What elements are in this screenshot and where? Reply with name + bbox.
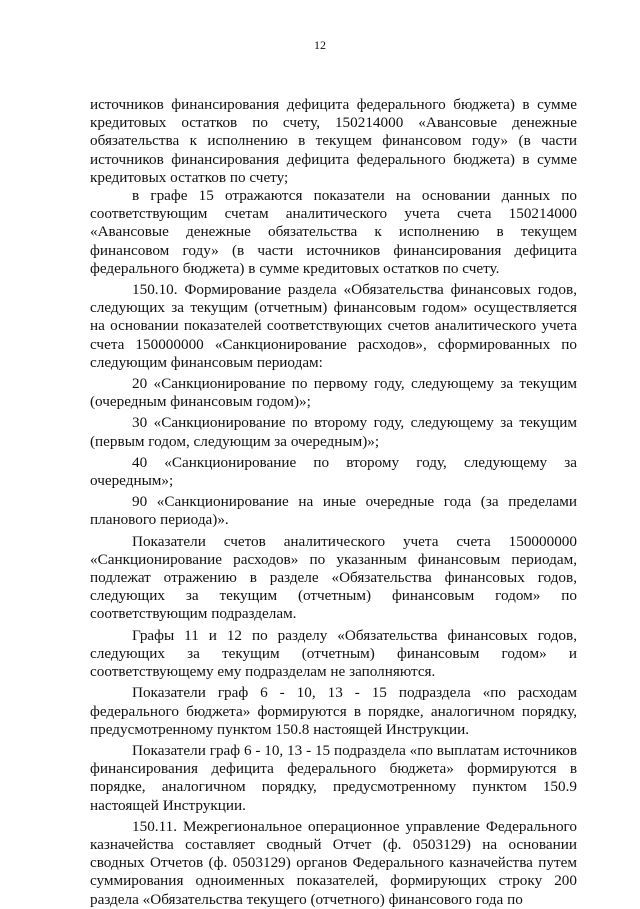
paragraph-5: 30 «Санкционирование по второму году, следующему за текущим (первым годом, следующим за очередным)»; <box>90 414 577 450</box>
paragraph-8: Показатели счетов аналитического учета счета 150000000 «Санкционирование расходов» по указанным финансовым периодам, подлежат отражению в разделе «Обязательства финансовых годов, следующих за текущим (отчетным) финансовым годом» по соответствующим подразделам. <box>90 532 577 623</box>
paragraph-10: Показатели граф 6 - 10, 13 - 15 подраздела «по расходам федерального бюджета» формируются в порядке, аналогичном порядку, предусмотренному пунктом 150.8 настоящей Инструкции. <box>90 684 577 738</box>
paragraph-11: Показатели граф 6 - 10, 13 - 15 подраздела «по выплатам источников финансирования дефицита федерального бюджета» формируются в порядке, аналогичном порядку, предусмотренному пунктом 150.9 настоящей Инструкции. <box>90 741 577 814</box>
paragraph-2: в графе 15 отражаются показатели на основании данных по соответствующим счетам аналитического учета счета 150214000 «Авансовые денежные обязательства к исполнению в текущем финансовом году» (в части источников финансирования дефицита федерального бюджета) в сумме кредитовых остатков по счету. <box>90 187 577 277</box>
paragraph-4: 20 «Санкционирование по первому году, следующему за текущим (очередным финансовым годом)»; <box>90 375 577 411</box>
page-number: 12 <box>314 38 326 52</box>
paragraph-12: 150.11. Межрегиональное операционное управление Федерального казначейства составляет сводный Отчет (ф. 0503129) на основании сводных Отчетов (ф. 0503129) органов Федерального казначейства путем суммирования одноименных показателей, формирующих строку 200 раздела «Обязательства текущего (отчетного) финансового года по <box>90 817 577 908</box>
paragraph-1: источников финансирования дефицита федерального бюджета) в сумме кредитовых остатков по счету, 150214000 «Авансовые денежные обязательства к исполнению в текущем финансовом году» (в части источников финансирования дефицита федерального бюджета) в сумме кредитовых остатков по счету; <box>90 96 577 186</box>
paragraph-9: Графы 11 и 12 по разделу «Обязательства финансовых годов, следующих за текущим (отчетным) финансовым годом» и соответствующему ему подразделам не заполняются. <box>90 626 577 681</box>
paragraph-3: 150.10. Формирование раздела «Обязательства финансовых годов, следующих за текущим (отчетным) финансовым годом» осуществляется на основании показателей соответствующих счетов аналитического учета счета 150000000 «Санкционирование расходов», сформированных по следующим финансовым периодам: <box>90 281 577 371</box>
paragraph-7: 90 «Санкционирование на иные очередные года (за пределами планового периода)». <box>90 493 577 529</box>
document-body <box>90 96 577 909</box>
paragraph-6: 40 «Санкционирование по второму году, следующему за очередным»; <box>90 453 577 490</box>
